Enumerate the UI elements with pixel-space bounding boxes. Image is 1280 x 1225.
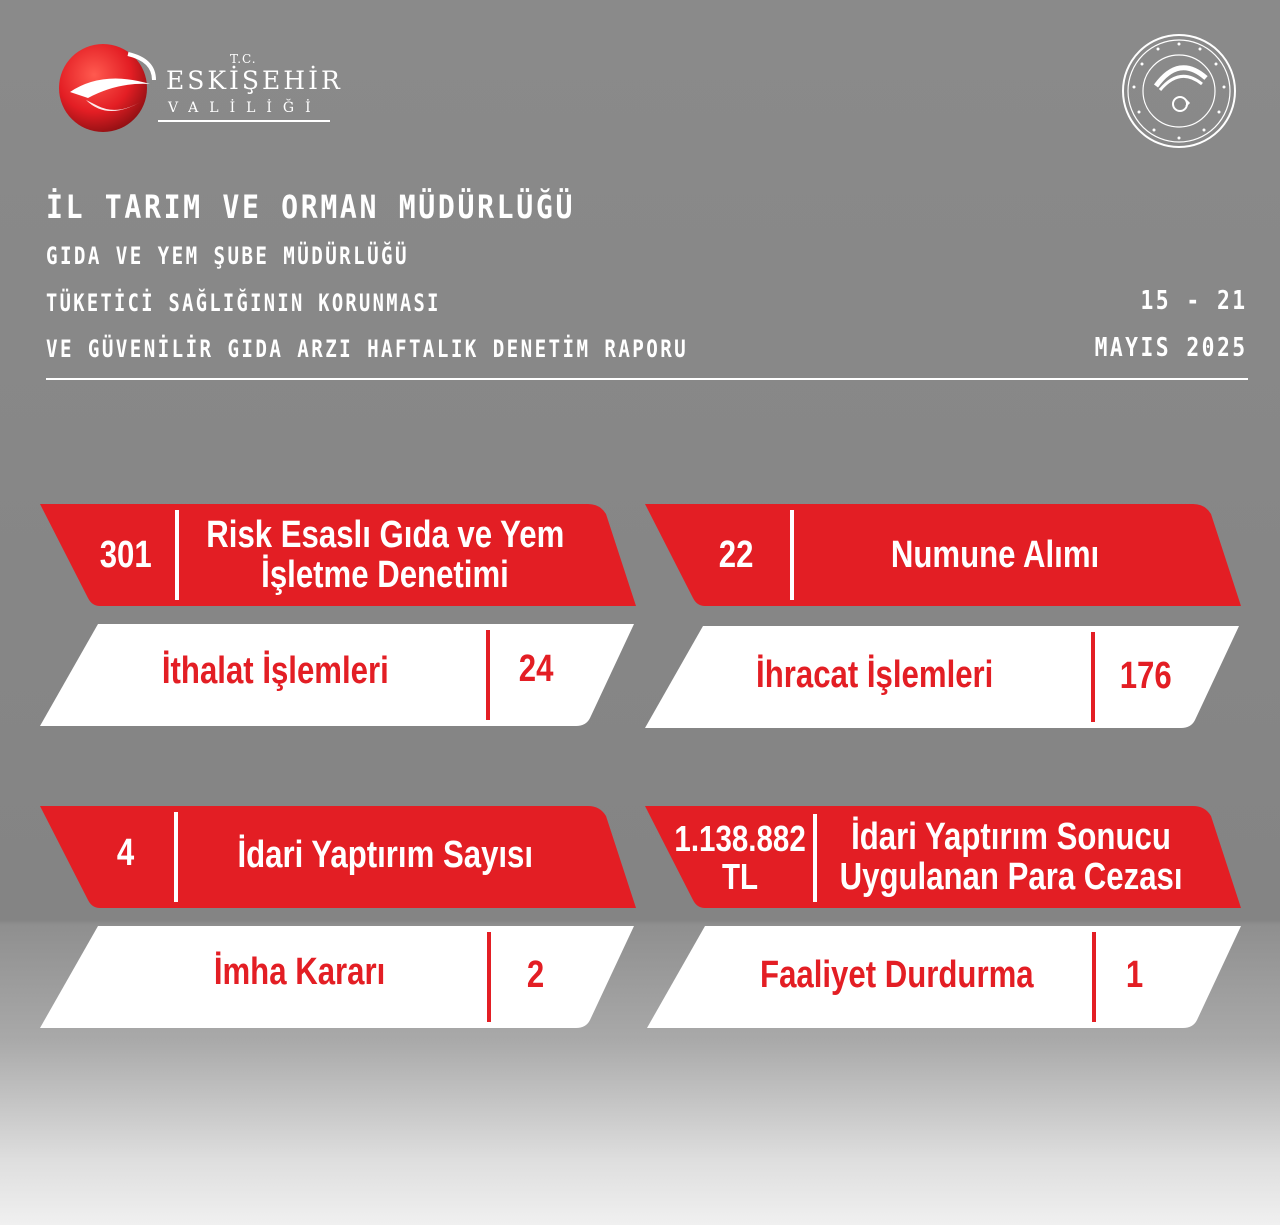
risk-label-line2: İşletme Denetimi xyxy=(261,554,509,596)
risk-denetim-banner xyxy=(40,502,640,610)
eskisehir-valiligi-logo xyxy=(58,40,348,140)
idari-label: İdari Yaptırım Sayısı xyxy=(237,834,533,877)
numune-value: 22 xyxy=(718,534,754,577)
numune-label: Numune Alımı xyxy=(890,534,1100,577)
ministry-seal-icon xyxy=(1120,32,1238,150)
ihracat-value: 176 xyxy=(1120,655,1172,698)
imha-value: 2 xyxy=(527,954,545,997)
banner-divider xyxy=(813,814,817,902)
eskisehir-emblem-icon xyxy=(58,40,168,140)
date-range: 15 - 21 xyxy=(1140,286,1248,316)
faaliyet-label: Faaliyet Durdurma xyxy=(760,954,1034,997)
faaliyet-durdurma-banner xyxy=(647,924,1247,1030)
ithalat-value: 24 xyxy=(518,648,554,691)
ihracat-banner xyxy=(645,624,1245,730)
title-sub3: VE GÜVENİLİR GIDA ARZI HAFTALIK DENETİM RAPORU xyxy=(46,335,689,363)
ihracat-label: İhracat İşlemleri xyxy=(756,654,994,697)
logo-city-text: ESKİŞEHİR xyxy=(166,66,343,95)
risk-label xyxy=(185,510,585,602)
imha-karari-banner xyxy=(40,924,640,1030)
faaliyet-value: 1 xyxy=(1125,954,1144,997)
idari-value: 4 xyxy=(117,832,135,875)
banner-divider xyxy=(487,932,491,1022)
ithalat-banner xyxy=(40,622,640,728)
banner-divider xyxy=(1092,932,1096,1022)
ceza-label-line2: Uygulanan Para Cezası xyxy=(839,856,1183,898)
risk-value: 301 xyxy=(100,534,152,577)
ithalat-label: İthalat İşlemleri xyxy=(161,650,389,693)
banner-divider xyxy=(174,812,178,902)
banner-divider xyxy=(175,510,179,600)
logo-tc-text: T.C. xyxy=(230,52,257,66)
title-sub1: GIDA VE YEM ŞUBE MÜDÜRLÜĞÜ xyxy=(46,242,409,270)
title-sub2: TÜKETİCİ SAĞLIĞININ KORUNMASI xyxy=(46,289,441,317)
ceza-value-amount: 1.138.882 xyxy=(674,818,806,860)
logo-sub-text: VALİLİĞİ xyxy=(168,100,322,116)
banner-divider xyxy=(790,510,794,600)
tarim-orman-bakanligi-seal xyxy=(1120,32,1238,150)
ceza-value xyxy=(667,812,813,904)
para-cezasi-banner xyxy=(645,804,1245,912)
banner-divider xyxy=(486,630,490,720)
logo-underline xyxy=(158,120,330,122)
ceza-label xyxy=(821,812,1201,904)
risk-label-line1: Risk Esaslı Gıda ve Yem xyxy=(206,514,565,557)
ceza-value-unit: TL xyxy=(721,856,759,897)
imha-label: İmha Kararı xyxy=(214,951,386,994)
banner-divider xyxy=(1091,632,1095,722)
date-month: MAYIS 2025 xyxy=(1095,333,1248,363)
idari-yaptirim-banner xyxy=(40,804,640,912)
numune-banner xyxy=(645,502,1245,610)
title-main: İL TARIM VE ORMAN MÜDÜRLÜĞÜ xyxy=(46,188,576,226)
ceza-label-line1: İdari Yaptırım Sonucu xyxy=(851,816,1171,859)
header-divider xyxy=(46,378,1248,380)
